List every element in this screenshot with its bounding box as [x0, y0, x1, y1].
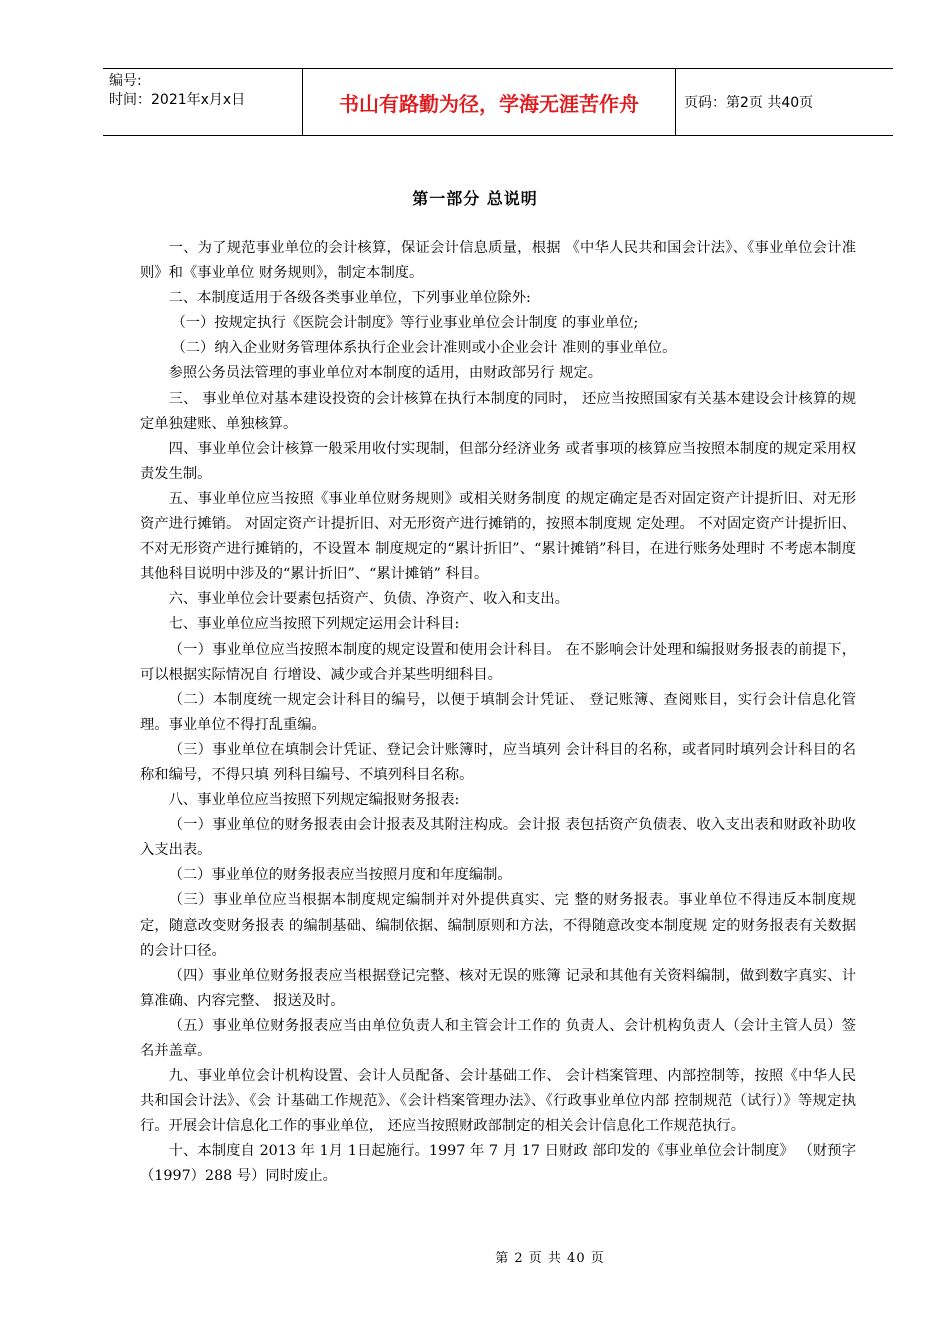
paragraph: 八、事业单位应当按照下列规定编报财务报表: [168, 792, 460, 809]
paragraph: 三、 事业单位对基本建设投资的会计核算在执行本制度的同时， 还应当按照国家有关基本建设会计核算的规定单独建账、单独核算。 [140, 390, 856, 432]
page-footer: 第 2 页 共 40 页 [495, 1251, 605, 1266]
header-page-label: 页码：第2页 共40页 [684, 95, 814, 111]
document-time-label: 时间：2021年x月x日 [109, 92, 246, 108]
paragraph: 参照公务员法管理的事业单位对本制度的适用，由财政部另行 规定。 [168, 365, 603, 382]
paragraph: 九、事业单位会计机构设置、会计人员配备、会计基础工作、 会计档案管理、内部控制等，按照《中华人民共和国会计法》、《会 计基础工作规范》、《会计档案管理办法》、《行政事业单位内部 控制规范（试行）》等规定执行。开展会计信息化工作的事业单位， 还应当按照财政部制定的相关会计信息化工作规范执行。 [140, 1068, 856, 1135]
header-meta [103, 69, 303, 135]
paragraph: 五、事业单位应当按照《事业单位财务规则》或相关财务制度 的规定确定是否对固定资产计提折旧、对无形资产进行摊销。 对固定资产计提折旧、对无形资产进行摊销的，按照本制度规 定处理。 不对固定资产计提折旧、不对无形资产进行摊销的，不设置本 制度规定的“累计折旧”、“累计摊销”科目，在进行账务处理时 不考虑本制度其他科目说明中涉及的“累计折旧”、“累计摊销” 科目。 [140, 490, 856, 583]
document-header [103, 68, 893, 136]
paragraph: 十、本制度自 2013 年 1月 1日起施行。1997 年 7 月 17 日财政 部印发的《事业单位会计制度》 （财预字（1997）288 号）同时废止。 [140, 1143, 856, 1185]
paragraph: （二）纳入企业财务管理体系执行企业会计准则或小企业会计 准则的事业单位。 [171, 340, 677, 357]
paragraph: （二）本制度统一规定会计科目的编号，以便于填制会计凭证、 登记账簿、查阅账目，实行会计信息化管理。事业单位不得打乱重编。 [140, 691, 856, 733]
section-title: 第一部分 总说明 [412, 189, 538, 208]
document-number-label: 编号: [109, 73, 142, 89]
document-body [140, 236, 856, 1190]
paragraph: 一、为了规范事业单位的会计核算，保证会计信息质量，根据 《中华人民共和国会计法》、《事业单位会计准则》和《事业单位 财务规则》，制定本制度。 [140, 240, 856, 282]
header-slogan: 书山有路勤为径，学海无涯苦作舟 [303, 69, 676, 135]
paragraph: 四、事业单位会计核算一般采用收付实现制，但部分经济业务 或者事项的核算应当按照本制度的规定采用权责发生制。 [140, 440, 856, 482]
paragraph: （二）事业单位的财务报表应当按照月度和年度编制。 [168, 867, 512, 884]
paragraph: 二、本制度适用于各级各类事业单位，下列事业单位除外: [168, 290, 531, 307]
paragraph: （三）事业单位应当根据本制度规定编制并对外提供真实、完 整的财务报表。事业单位不得违反本制度规定，随意改变财务报表 的编制基础、编制依据、编制原则和方法，不得随意改变本制度规 定的财务报表有关数据的会计口径。 [140, 892, 856, 959]
paragraph: （三）事业单位在填制会计凭证、登记会计账簿时，应当填列 会计科目的名称，或者同时填列会计科目的名称和编号，不得只填 列科目编号、不填列科目名称。 [140, 741, 856, 783]
paragraph: 七、事业单位应当按照下列规定运用会计科目: [168, 616, 460, 633]
paragraph: 六、事业单位会计要素包括资产、负债、净资产、收入和支出。 [168, 591, 569, 608]
paragraph: （四）事业单位财务报表应当根据登记完整、核对无误的账簿 记录和其他有关资料编制，做到数字真实、计算准确、内容完整、 报送及时。 [140, 967, 856, 1009]
paragraph: （五）事业单位财务报表应当由单位负责人和主管会计工作的 负责人、会计机构负责人（会计主管人员）签名并盖章。 [140, 1017, 856, 1059]
paragraph: （一）事业单位应当按照本制度的规定设置和使用会计科目。 在不影响会计处理和编报财务报表的前提下，可以根据实际情况自 行增设、减少或合并某些明细科目。 [140, 641, 856, 683]
paragraph: （一）事业单位的财务报表由会计报表及其附注构成。会计报 表包括资产负债表、收入支出表和财政补助收入支出表。 [140, 817, 856, 859]
paragraph: （一）按规定执行《医院会计制度》等行业事业单位会计制度 的事业单位; [171, 315, 639, 332]
